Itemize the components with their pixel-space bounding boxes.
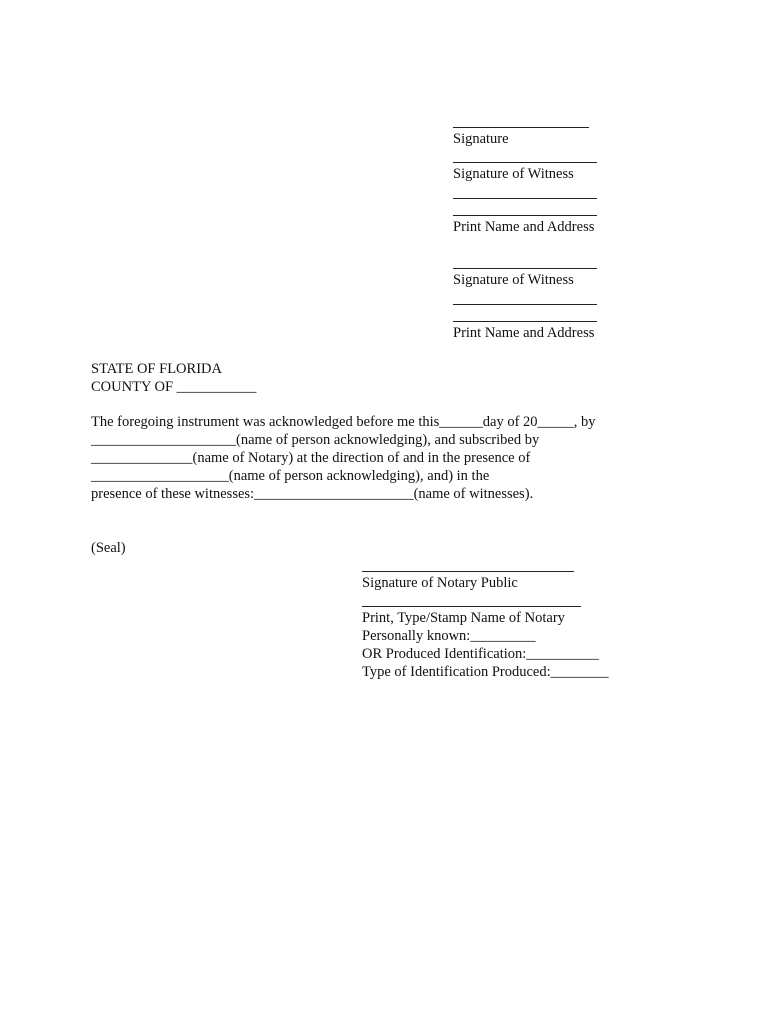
notary-print-label: Print, Type/Stamp Name of Notary	[362, 610, 565, 626]
witness1-print-line-2[interactable]	[453, 215, 597, 216]
identification-type-field[interactable]: Type of Identification Produced:________	[362, 664, 609, 680]
county-field[interactable]: COUNTY OF ___________	[91, 379, 257, 395]
acknowledgment-line-2[interactable]: ____________________(name of person acknowledging), and subscribed by	[91, 432, 540, 448]
witness1-signature-line[interactable]	[453, 162, 597, 163]
witness2-signature-line[interactable]	[453, 268, 597, 269]
witness2-print-line-2[interactable]	[453, 321, 597, 322]
personally-known-field[interactable]: Personally known:_________	[362, 628, 536, 644]
notary-print-line[interactable]	[362, 606, 581, 607]
state-heading: STATE OF FLORIDA	[91, 361, 222, 377]
signature-line[interactable]	[453, 127, 589, 128]
witness1-print-label: Print Name and Address	[453, 219, 595, 235]
produced-identification-field[interactable]: OR Produced Identification:__________	[362, 646, 599, 662]
notary-signature-line[interactable]	[362, 571, 574, 572]
acknowledgment-line-4[interactable]: ___________________(name of person acknowledging), and) in the	[91, 468, 490, 484]
seal-label: (Seal)	[91, 540, 126, 556]
acknowledgment-line-3[interactable]: ______________(name of Notary) at the direction of and in the presence of	[91, 450, 531, 466]
witness2-print-label: Print Name and Address	[453, 325, 595, 341]
acknowledgment-line-5[interactable]: presence of these witnesses:______________________(name of witnesses).	[91, 486, 534, 502]
witness1-signature-label: Signature of Witness	[453, 166, 574, 182]
witness2-print-line-1[interactable]	[453, 304, 597, 305]
witness2-signature-label: Signature of Witness	[453, 272, 574, 288]
signature-label: Signature	[453, 131, 509, 147]
acknowledgment-line-1[interactable]: The foregoing instrument was acknowledged before me this______day of 20_____, by	[91, 414, 596, 430]
notary-signature-label: Signature of Notary Public	[362, 575, 518, 591]
witness1-print-line-1[interactable]	[453, 198, 597, 199]
